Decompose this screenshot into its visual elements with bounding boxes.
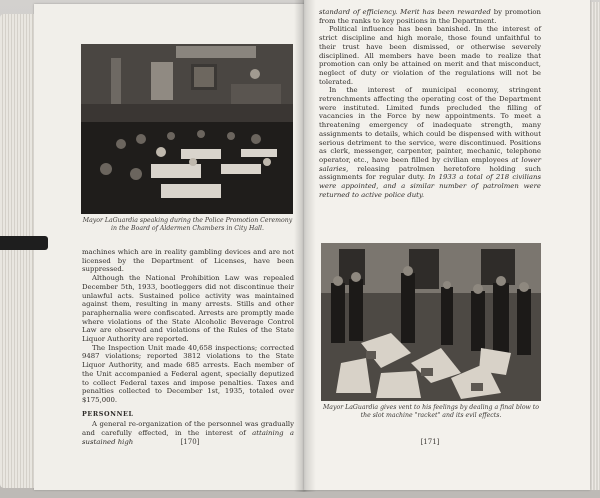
left-photo-caption: Mayor LaGuardia speaking during the Police Promotion Ceremony in the Board of Aldermen Chambers in City Hall. — [82, 217, 293, 232]
left-paragraph: machines which are in reality gambling devices and are not licensed by the Department of Licenses, have been suppressed. — [82, 248, 294, 274]
left-page-body — [82, 248, 294, 446]
economy-lead: In the interest of municipal economy, stringent retrenchments affecting the operating cost of the Department were instituted. Limited funds precluded the filling of vacancies in the Force by new appointments. To meet a threatening emergency of inadequate strength, many assignments to details, which could be dispensed with without serious detriment to the service, were discontinued. Positions as clerk, messenger, carpenter, painter, mechanic, telephone operator, etc., have been filled by civilian employees — [319, 86, 541, 164]
council-chamber-illustration — [81, 44, 293, 214]
economy-mid: releasing patrolmen heretofore holding such assignments for regular duty. — [319, 164, 541, 182]
bookmark-ribbon — [0, 236, 48, 250]
slot-machine-illustration — [321, 243, 541, 401]
right-page-body — [319, 8, 541, 199]
economy-italic-b: In 1933 a total of 218 civilians were appointed, and a similar number of patrolmen were returned to active police duty. — [319, 173, 541, 199]
page-number-left: [170] — [180, 438, 200, 446]
book-gutter — [294, 0, 316, 492]
page-number-right: [171] — [420, 438, 440, 446]
slot-machine-photo — [321, 243, 541, 401]
left-paragraph: Although the National Prohibition Law was repealed December 5th, 1933, bootleggers did not discontinue their unlawful acts. Sustained police activity was maintained against them, resulting in many arrests. Stills and other paraphernalia were confiscated. Arrests are promptly made where violations of the State Alcoholic Beverage Control Law are observed and violations of the Rules of the State Liquor Authority are reported. — [82, 274, 294, 344]
right-photo-caption: Mayor LaGuardia gives vent to his feelings by dealing a final blow to the slot machine "racket" and its evil effects. — [322, 404, 540, 419]
right-paragraph — [319, 8, 541, 25]
left-paragraph: The Inspection Unit made 40,658 inspections; corrected 9487 violations; reported 3812 violations to the State Liquor Authority, and made 685 arrests. Each member of the Unit accompanied a Federal agent, specially deputized to collect Federal taxes and impose penalties. Taxes and penalties collected to December 1st, 1935, totaled over $175,000. — [82, 343, 294, 404]
intro-rest: by promotion from the ranks to key positions in the Department. — [319, 8, 541, 25]
council-chamber-photo — [81, 44, 293, 214]
personnel-lead: A general re-organization of the personnel was gradually and carefully effected, in the interest of — [82, 420, 294, 438]
right-paragraph: Political influence has been banished. In the interest of strict discipline and high morale, those found unfaithful to their trust have been dismissed, or otherwise severely disciplined. All members have been made to realize that promotion can only be attained on merit and that misconduct, neglect of duty or violation of the regulations will not be tolerated. — [319, 25, 541, 86]
economy-italic-a: at lower salaries, — [319, 155, 541, 173]
intro-italic: standard of efficiency. Merit has been rewarded — [319, 8, 491, 16]
personnel-italic: attaining a sustained high — [82, 429, 294, 446]
section-heading: PERSONNEL — [82, 409, 134, 418]
right-paragraph — [319, 86, 541, 199]
